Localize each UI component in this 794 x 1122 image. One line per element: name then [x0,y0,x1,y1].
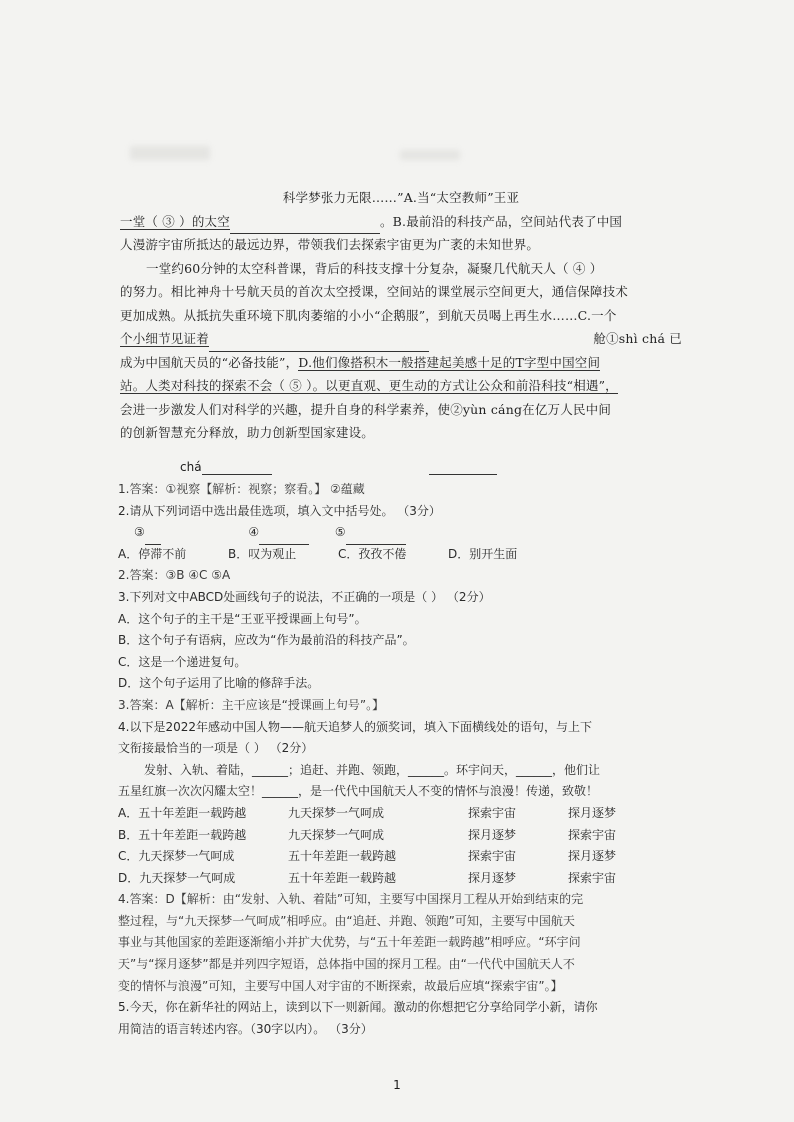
passage-line: 的努力。相比神舟十号航天员的首次太空授课，空间站的课堂展示空间更大，通信保障技术 [120,284,629,299]
answer-blank [202,460,272,475]
option: D．这个句子运用了比喻的修辞手法。 [118,676,320,691]
question-4: 4.以下是2022年感动中国人物——航天追梦人的颁奖词，填入下面横线处的语句，与上下 [118,719,592,734]
question-4: 文衔接最恰当的一项是（ ） （2分） [118,741,314,756]
option: A．这个句子的主干是“王亚平授课画上句号”。 [118,611,367,626]
option: C．孜孜不倦 [338,546,407,561]
option: B．这个句子有语病，应改为“作为最前沿的科技产品”。 [118,633,415,648]
option: D．别开生面 [448,546,518,561]
option: A．停滞不前 [118,546,187,561]
answer-blank [230,210,380,235]
question-2-options [118,544,688,566]
question-5: 用简洁的语言转述内容。（30字以内）。 （3分） [118,1021,373,1036]
passage-line: 会进一步激发人们对科学的兴趣，提升自身的科学素养，使②yùn cáng在亿万人民中间 [120,401,612,417]
passage-line: 站。人类对科技的探索不会（ ⑤ ）。以更直观、更生动的方式让公众和前沿科技“相遇”， [120,378,618,393]
answer-blank [429,460,497,475]
question-4-passage: 五星红旗一次次闪耀太空！______，是一代代中国航天人不变的情怀与浪漫！传递，致敬！ [118,784,599,799]
question-5: 5.今天，你在新华社的网站上，读到以下一则新闻。激动的你想把它分享给同学小新，请你 [118,1000,598,1015]
passage-line: 的创新智慧充分释放，助力创新型国家建设。 [120,425,375,440]
answer-4: 整过程，与“九天探梦一气呵成”相呼应。由“追赶、并跑、领跑”可知，主要写中国航天 [118,913,575,928]
answer-1: 1.答案：①视察【解析：视察；察看。】 ②蕴藏 [118,482,365,496]
passage-line: 成为中国航天员的“必备技能”，D.他们像搭积木一般搭建起美感十足的T字型中国空间 [120,354,601,370]
question-4-option-b: B．五十年差距一载跨越 九天探梦一气呵成 探月逐梦 探索宇宙 [118,827,617,842]
questions-section [118,479,688,1040]
question-2-blanks: ③ ④ ⑤ [118,522,688,544]
passage-line: 人漫游宇宙所抵达的最远边界，带领我们去探索宇宙更为广袤的未知世界。 [120,237,540,252]
page-number: 1 [393,1078,401,1092]
question-3: 3.下列对文中ABCD处画线句子的说法，不正确的一项是（ ） （2分） [118,589,491,604]
answer-4: 变的情怀与浪漫”可知，主要写中国人对宇宙的不断探索，故最后应填“探索宇宙”。】 [118,978,563,993]
underlined-sentence-c: 个小细节见证着 [120,331,209,346]
question-2: 2.请从下列词语中选出最佳选项，填入文中括号处。 （3分） [118,503,441,518]
answer-4: 事业与其他国家的差距逐渐缩小并扩大优势，与“五十年差距一载跨越”相呼应。“环宇问 [118,935,581,950]
passage-line: 个小细节见证着 舱①shì chá 已 [120,327,682,351]
answer-4: 天”与“探月逐梦”都是并列四字短语，总体指中国的探月工程。由“一代代中国航天人不 [118,957,575,972]
option: C．这是一个递进复句。 [118,654,247,669]
underlined-sentence-d: D.他们像搭积木一般搭建起美感十足的T字型中国空间 [298,354,601,370]
answer-3: 3.答案：A【解析：主干应该是“授课画上句号”。】 [118,697,385,712]
question-4-option-d: D．九天探梦一气呵成 五十年差距一载跨越 探月逐梦 探索宇宙 [118,870,617,885]
question-4-passage: 发射、入轨、着陆，______；追赶、并跑、领跑，______。环宇问天，______，他们让 [144,762,601,777]
passage-line: 一堂约60分钟的太空科普课，背后的科技支撑十分复杂，凝聚几代航天人（ ④ ） [146,260,603,276]
option: B．叹为观止 [228,546,297,561]
scan-smudge [130,146,210,160]
question-4-option-a: A．五十年差距一载跨越 九天探梦一气呵成 探索宇宙 探月逐梦 [118,805,617,820]
passage-line: 一堂（ ③ ）的太空 。B.最前沿的科技产品，空间站代表了中国 [120,210,682,234]
reading-passage [120,186,682,445]
underlined-sentence-a: 一堂（ ③ ）的太空 [120,213,230,229]
question-4-option-c: C．九天探梦一气呵成 五十年差距一载跨越 探索宇宙 探月逐梦 [118,849,617,864]
answer-blank [209,327,429,352]
passage-line: 更加成熟。从抵抗失重环境下肌肉萎缩的小小“企鹅服”，到航天员喝上再生水……C.一个 [120,307,617,323]
answer-2: 2.答案：③B ④C ⑤A [118,568,231,583]
scan-smudge [400,150,460,160]
answer-4: 4.答案：D【解析：由“发射、入轨、着陆”可知，主要写中国探月工程从开始到结束的完 [118,892,584,907]
pinyin-answer-row: chá [180,460,497,475]
passage-line: 科学梦张力无限……”A.当“太空教师”王亚 [282,190,520,205]
